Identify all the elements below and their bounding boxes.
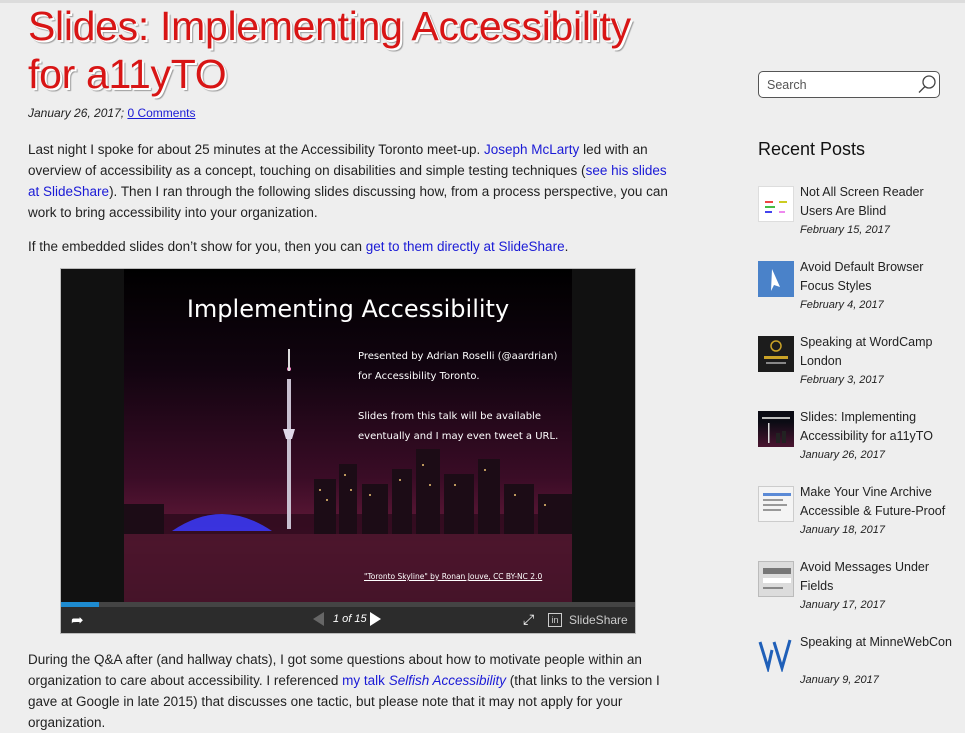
post-date: January 26, 2017 <box>28 106 121 120</box>
post-thumbnail[interactable] <box>758 336 794 372</box>
post-thumbnail[interactable] <box>758 486 794 522</box>
slideshare-logo-icon[interactable]: in <box>548 613 562 627</box>
thumbnail-image <box>758 411 794 447</box>
p1-text-2: led with an overview of accessibility as a concept, touching on disabilities and simple testing techniques ( <box>28 142 648 178</box>
p1-text-1: Last night I spoke for about 25 minutes at the Accessibility Toronto meet-up. <box>28 142 485 157</box>
comments-link[interactable]: 0 Comments <box>127 106 196 120</box>
p3-text-2: (that links to the version I gave at Google in late 2015) that discusses one tactic, but please note that it may not apply for your organization. <box>28 673 660 730</box>
post-meta <box>28 106 195 120</box>
search-box <box>758 71 940 98</box>
recent-posts-heading: Recent Posts <box>758 139 866 159</box>
slide-availability-text <box>358 407 568 447</box>
slide-line: Presented by Adrian Roselli (@aardrian) <box>358 351 558 362</box>
next-slide-icon[interactable] <box>370 612 381 626</box>
thumbnail-image <box>758 261 794 297</box>
slide-line: for Accessibility Toronto. <box>358 371 480 382</box>
slideshare-embed[interactable] <box>60 268 636 634</box>
share-icon[interactable]: ➦ <box>71 612 84 629</box>
slideshare-direct-link[interactable]: get to them directly at SlideShare <box>365 239 565 254</box>
recent-post-title[interactable]: Not All Screen Reader Users Are Blind <box>800 185 924 218</box>
p2-text-1: If the embedded slides don’t show for you, then you can <box>28 239 366 254</box>
recent-post-date: January 18, 2017 <box>800 524 886 536</box>
page-indicator: 1 of 15 <box>333 613 367 625</box>
selfish-accessibility-link[interactable] <box>342 673 506 688</box>
fallback-paragraph <box>28 236 668 257</box>
p3-text-1: During the Q&A after (and hallway chats), I got some questions about how to motivate people within an organization to care about accessibility. I referenced <box>28 652 642 688</box>
qa-paragraph <box>28 649 668 733</box>
recent-post-date: January 9, 2017 <box>800 674 879 686</box>
post-title: Slides: Implementing Accessibility for a11yTO <box>28 3 631 97</box>
intro-paragraph <box>28 139 668 223</box>
image-credit[interactable]: "Toronto Skyline" by Ronan Jouve, CC BY-NC 2.0 <box>364 572 543 581</box>
meta-separator: ; <box>120 106 125 120</box>
minnewebcon-logo-icon <box>758 636 794 672</box>
post-thumbnail[interactable] <box>758 561 794 597</box>
recent-post-date: January 17, 2017 <box>800 599 886 611</box>
recent-post-date: February 4, 2017 <box>800 299 884 311</box>
player-controls <box>61 607 635 634</box>
slideshare-label[interactable]: SlideShare <box>569 613 628 627</box>
recent-post-date: February 3, 2017 <box>800 374 884 386</box>
slide-line: Slides from this talk will be available <box>358 411 541 422</box>
recent-post-title[interactable]: Avoid Messages Under Fields <box>800 560 930 593</box>
fullscreen-icon[interactable]: ⤢ <box>523 611 535 627</box>
recent-post-date: February 15, 2017 <box>800 224 890 236</box>
post-thumbnail[interactable] <box>758 261 794 297</box>
post-thumbnail[interactable] <box>758 636 794 672</box>
talk-title: Selfish Accessibility <box>388 673 506 688</box>
thumbnail-image <box>758 336 794 372</box>
joseph-mclarty-link[interactable]: Joseph McLarty <box>484 142 580 157</box>
p1-text-3: ). Then I ran through the following slides discussing how, from a process perspective, you can work to bring accessibility into your organization. <box>28 184 668 220</box>
post-thumbnail[interactable] <box>758 186 794 222</box>
search-icon[interactable] <box>917 74 937 94</box>
slide-title: Implementing Accessibility <box>186 295 510 323</box>
recent-post-title[interactable]: Speaking at WordCamp London <box>800 335 933 368</box>
recent-post-title[interactable]: Speaking at MinneWebCon <box>800 635 952 649</box>
thumbnail-image <box>759 487 794 522</box>
thumbnail-image <box>759 187 794 222</box>
link-text: my talk <box>342 673 389 688</box>
post-thumbnail[interactable] <box>758 411 794 447</box>
search-input[interactable] <box>767 75 907 94</box>
recent-post-title[interactable]: Make Your Vine Archive Accessible & Future-Proof <box>800 485 946 518</box>
slide-image <box>124 269 572 605</box>
slide-presenter-text <box>358 347 568 387</box>
his-slides-link[interactable]: see his slides at SlideShare <box>28 163 667 199</box>
recent-post-title[interactable]: Avoid Default Browser Focus Styles <box>800 260 924 293</box>
recent-post-title[interactable]: Slides: Implementing Accessibility for a11yTO <box>800 410 933 443</box>
recent-post-date: January 26, 2017 <box>800 449 886 461</box>
previous-slide-icon[interactable] <box>313 612 324 626</box>
slide-line: eventually and I may even tweet a URL. <box>358 431 559 442</box>
main-content <box>28 2 668 730</box>
p2-text-2: . <box>564 239 569 254</box>
thumbnail-image <box>759 562 794 597</box>
